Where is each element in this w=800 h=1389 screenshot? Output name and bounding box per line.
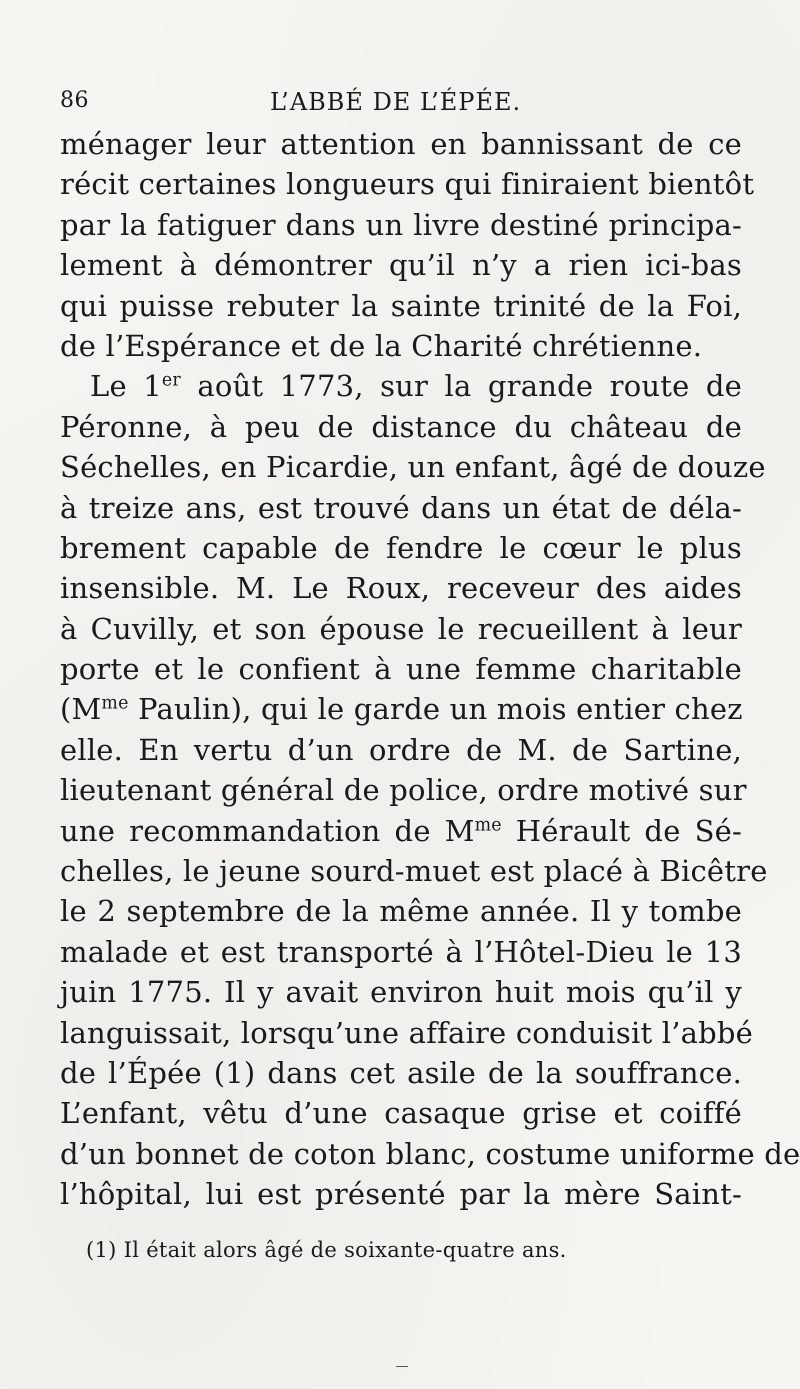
text-line: d’un bonnet de coton blanc, costume uniforme de — [60, 1136, 800, 1171]
footnote: (1) Il était alors âgé de soixante-quatre ans. — [86, 1238, 567, 1262]
text-line: Séchelles, en Picardie, un enfant, âgé de douze — [60, 450, 766, 485]
text-line: le 2 septembre de la même année. Il y tombe — [60, 894, 742, 929]
text-line: insensible. M. Le Roux, receveur des aides — [60, 571, 742, 606]
text-line: lieutenant général de police, ordre motivé sur — [60, 773, 747, 808]
text-line: porte et le confient à une femme charitable — [60, 652, 742, 687]
text-line: L’enfant, vêtu d’une casaque grise et coiffé — [60, 1096, 742, 1131]
text-line: récit certaines longueurs qui finiraient bientôt — [60, 167, 755, 202]
text-line: chelles, le jeune sourd-muet est placé à Bicêtre — [60, 854, 768, 889]
text-line: à treize ans, est trouvé dans un état de déla- — [60, 490, 742, 525]
text-line: ménager leur attention en bannissant de ce — [60, 127, 742, 161]
running-title: L’ABBÉ DE L’ÉPÉE. — [270, 88, 522, 116]
text-line: une recommandation de $M^{me}$ Hérault de Sé- — [60, 813, 742, 848]
text-line: malade et est transporté à l’Hôtel-Dieu le 13 — [60, 934, 742, 969]
text-line: à Cuvilly, et son épouse le recueillent à leur — [60, 611, 742, 646]
text-line: de l’Épée (1) dans cet asile de la souffrance. — [60, 1055, 742, 1090]
text-line: juin 1775. Il y avait environ huit mois qu’il y — [60, 975, 742, 1010]
text-line: brement capable de fendre le cœur le plus — [60, 530, 742, 565]
text-line: de l’Espérance et de la Charité chrétienne. — [60, 328, 703, 363]
text-line: ($M^{me}$ Paulin), qui le garde un mois entier chez — [60, 692, 743, 727]
text-line: l’hôpital, lui est présenté par la mère Saint- — [60, 1177, 742, 1212]
page-number: 86 — [60, 88, 89, 113]
text-line: Le 1er août 1773, sur la grande route de — [90, 369, 742, 404]
text-line: Péronne, à peu de distance du château de — [60, 409, 742, 444]
text-line: lement à démontrer qu’il n’y a rien ici-bas — [60, 248, 742, 283]
text-line: languissait, lorsqu’une affaire conduisit l’abbé — [60, 1015, 754, 1050]
text-line: par la fatiguer dans un livre destiné principa- — [60, 207, 742, 242]
body-text — [60, 124, 800, 1215]
text-line: qui puisse rebuter la sainte trinité de la Foi, — [60, 288, 742, 323]
text-line: elle. En vertu d’un ordre de M. de Sartine, — [60, 732, 742, 767]
bottom-dash-mark — [396, 1366, 408, 1367]
page-header — [60, 88, 740, 118]
